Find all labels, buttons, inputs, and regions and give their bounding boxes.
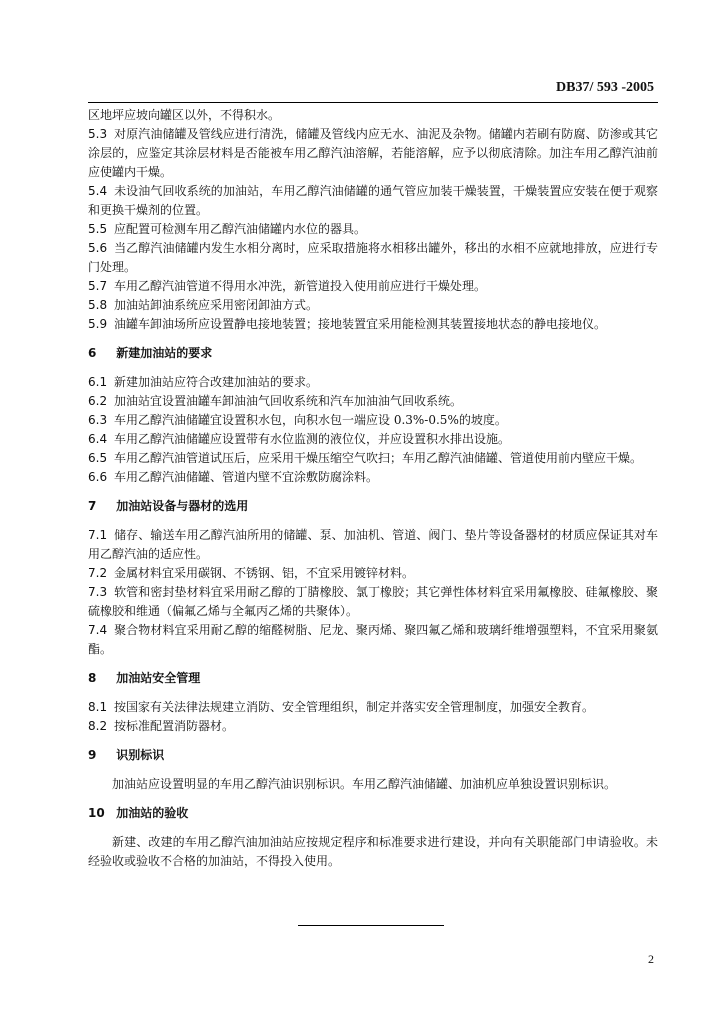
clause-item <box>88 621 658 659</box>
clause-item <box>88 239 658 277</box>
clause-text: 按国家有关法律法规建立消防、安全管理组织，制定并落实安全管理制度，加强安全教育。 <box>114 700 595 714</box>
clause-number: 7.1 <box>88 528 108 542</box>
clause-item <box>88 411 658 430</box>
clause-text: 金属材料宜采用碳钢、不锈钢、铝，不宜采用镀锌材料。 <box>114 566 415 580</box>
clause-number: 6.4 <box>88 432 108 446</box>
page-number: 2 <box>648 952 654 966</box>
section-10-text: 新建、改建的车用乙醇汽油加油站应按规定程序和标准要求进行建设，并向有关职能部门申请验收。未经验收或验收不合格的加油站，不得投入使用。 <box>88 835 658 868</box>
clause-number: 7.2 <box>88 566 108 580</box>
clause-item <box>88 564 658 583</box>
section-6-heading: 6 新建加油站的要求 <box>88 346 213 360</box>
clause-text: 当乙醇汽油储罐内发生水相分离时，应采取措施将水相移出罐外，移出的水相不应就地排放，应进行专门处理。 <box>88 241 658 274</box>
end-rule <box>298 925 444 926</box>
clause-text: 聚合物材料宜采用耐乙醇的缩醛树脂、尼龙、聚丙烯、聚四氟乙烯和玻璃纤维增强塑料，不宜采用聚氨酯。 <box>88 623 658 656</box>
clause-text: 按标准配置消防器材。 <box>114 719 235 733</box>
clause-text: 未设油气回收系统的加油站，车用乙醇汽油储罐的通气管应加装干燥装置，干燥装置应安装在便于观察和更换干燥剂的位置。 <box>88 184 658 217</box>
clause-item <box>88 125 658 182</box>
clause-item <box>88 430 658 449</box>
clause-number: 5.9 <box>88 317 108 331</box>
clause-item <box>88 373 658 392</box>
clause-number: 5.7 <box>88 279 108 293</box>
section-6-items <box>88 373 658 487</box>
section-10-heading: 10 加油站的验收 <box>88 806 189 820</box>
clause-number: 6.5 <box>88 451 108 465</box>
clause-text: 新建加油站应符合改建加油站的要求。 <box>114 375 319 389</box>
clause-item <box>88 277 658 296</box>
clause-item <box>88 583 658 621</box>
section-8-heading: 8 加油站安全管理 <box>88 671 201 685</box>
clause-number: 8.1 <box>88 700 108 714</box>
clause-number: 6.1 <box>88 375 108 389</box>
clause-item <box>88 392 658 411</box>
clause-text: 储存、输送车用乙醇汽油所用的储罐、泵、加油机、管道、阀门、垫片等设备器材的材质应保证其对车用乙醇汽油的适应性。 <box>88 528 658 561</box>
clause-number: 5.3 <box>88 127 108 141</box>
clause-item <box>88 449 658 468</box>
clause-number: 5.8 <box>88 298 108 312</box>
clause-number: 7.4 <box>88 623 108 637</box>
document-body <box>88 106 658 871</box>
clause-item <box>88 468 658 487</box>
document-code: DB37/ 593 -2005 <box>556 80 654 95</box>
clause-text: 车用乙醇汽油储罐应设置带有水位监测的液位仪，并应设置积水排出设施。 <box>114 432 511 446</box>
clause-item <box>88 526 658 564</box>
clause-item <box>88 296 658 315</box>
clause-number: 5.5 <box>88 222 108 236</box>
clause-text: 车用乙醇汽油管道不得用水冲洗，新管道投入使用前应进行干燥处理。 <box>114 279 487 293</box>
clause-text: 加油站宜设置油罐车卸油油气回收系统和汽车加油油气回收系统。 <box>114 394 463 408</box>
clause-text: 加油站卸油系统应采用密闭卸油方式。 <box>114 298 319 312</box>
clause-number: 5.4 <box>88 184 108 198</box>
section-9-heading: 9 识别标识 <box>88 748 165 762</box>
section-7-items <box>88 526 658 659</box>
clause-number: 6.2 <box>88 394 108 408</box>
intro-line: 区地坪应坡向罐区以外，不得积水。 <box>88 108 281 122</box>
clause-number: 7.3 <box>88 585 108 599</box>
clause-item <box>88 698 658 717</box>
clause-number: 5.6 <box>88 241 108 255</box>
clause-item <box>88 182 658 220</box>
clause-item <box>88 315 658 334</box>
header-rule <box>88 102 658 103</box>
clause-text: 车用乙醇汽油管道试压后，应采用干燥压缩空气吹扫；车用乙醇汽油储罐、管道使用前内壁应干燥。 <box>114 451 643 465</box>
section-9-text: 加油站应设置明显的车用乙醇汽油识别标识。车用乙醇汽油储罐、加油机应单独设置识别标识。 <box>112 777 617 791</box>
clause-text: 软管和密封垫材料宜采用耐乙醇的丁腈橡胶、氯丁橡胶；其它弹性体材料宜采用氟橡胶、硅氟橡胶、聚硫橡胶和维通（偏氟乙烯与全氟丙乙烯的共聚体）。 <box>88 585 658 618</box>
clause-text: 车用乙醇汽油储罐、管道内壁不宜涂敷防腐涂料。 <box>114 470 379 484</box>
clause-text: 车用乙醇汽油储罐宜设置积水包，向积水包一端应设 0.3%-0.5%的坡度。 <box>114 413 507 427</box>
clause-item <box>88 220 658 239</box>
clause-text: 对原汽油储罐及管线应进行清洗，储罐及管线内应无水、油泥及杂物。储罐内若刷有防腐、防渗或其它涂层的，应鉴定其涂层材料是否能被车用乙醇汽油溶解，若能溶解，应予以彻底清除。加注车用乙醇汽油前应使罐内干燥。 <box>88 127 658 179</box>
clause-text: 油罐车卸油场所应设置静电接地装置；接地装置宜采用能检测其装置接地状态的静电接地仪。 <box>114 317 607 331</box>
clause-number: 6.3 <box>88 413 108 427</box>
section-5-items <box>88 125 658 334</box>
clause-item <box>88 717 658 736</box>
section-7-heading: 7 加油站设备与器材的选用 <box>88 499 249 513</box>
clause-number: 8.2 <box>88 719 108 733</box>
section-8-items <box>88 698 658 736</box>
clause-number: 6.6 <box>88 470 108 484</box>
clause-text: 应配置可检测车用乙醇汽油储罐内水位的器具。 <box>114 222 367 236</box>
